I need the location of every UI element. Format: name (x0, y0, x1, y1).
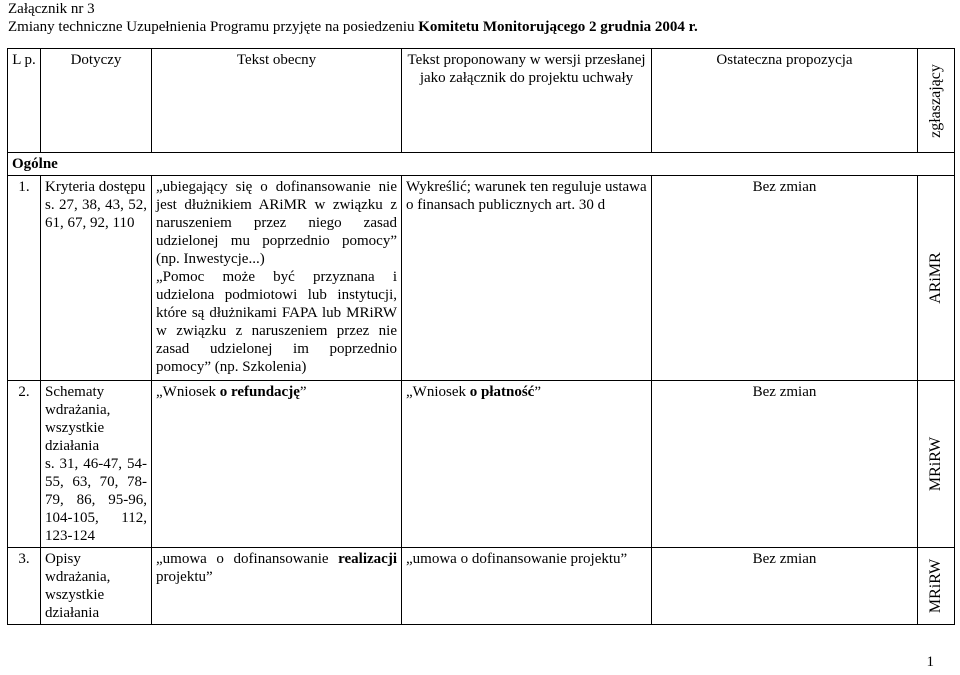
proponowany-bold-text: o płatność (469, 384, 535, 400)
table-row (8, 381, 955, 548)
proponowany-text: „Wniosek (406, 384, 470, 400)
col-header-zglaszajacy (918, 49, 955, 153)
obecny-bold-text: o refundację (219, 384, 300, 400)
zglaszajacy-value: ARiMR (927, 252, 944, 304)
obecny-text: „Wniosek (156, 384, 220, 400)
row-zglaszajacy (918, 381, 955, 548)
col-header-proponowany: Tekst proponowany w wersji przesłanej jako załącznik do projektu uchwały (402, 49, 652, 153)
row-zglaszajacy (918, 176, 955, 381)
row-dotyczy (41, 548, 152, 625)
col-header-lp: L p. (8, 49, 41, 153)
attachment-title: Załącznik nr 3 (8, 1, 95, 17)
section-row (8, 153, 955, 176)
row-dotyczy (41, 381, 152, 548)
table-row (8, 176, 955, 381)
table-row (8, 548, 955, 625)
zglaszajacy-label: zgłaszający (927, 63, 944, 138)
subtitle-bold-text: Komitetu Monitorującego 2 grudnia 2004 r. (418, 19, 698, 35)
dotyczy-pages: s. 27, 38, 43, 52, 61, 67, 92, 110 (45, 197, 147, 231)
obecny-bold-text: realizacji (338, 551, 397, 567)
table-header-row (8, 49, 955, 153)
row-proponowany (402, 381, 652, 548)
row-ostateczna: Bez zmian (652, 381, 918, 548)
zglaszajacy-value: MRiRW (927, 558, 944, 614)
row-proponowany: „umowa o dofinansowanie projektu” (402, 548, 652, 625)
row-number: 1. (8, 176, 41, 381)
obecny-suffix: projektu” (156, 569, 213, 585)
obecny-paragraph: „ubiegający się o dofinansowanie nie jest dłużnikiem ARiMR w związku z naruszeniem przez niego zasad udzielonej mu poprzednio pomocy” (np. Inwestycje...) (156, 179, 397, 267)
row-ostateczna: Bez zmian (652, 176, 918, 381)
proponowany-suffix: ” (534, 384, 541, 400)
subtitle-text: Zmiany techniczne Uzupełnienia Programu przyjęte na posiedzeniu (8, 19, 419, 35)
obecny-suffix: ” (299, 384, 307, 400)
row-number: 2. (8, 381, 41, 548)
row-obecny (152, 176, 402, 381)
dotyczy-title: Opisy wdrażania, wszystkie działania (45, 551, 111, 621)
row-proponowany: Wykreślić; warunek ten reguluje ustawa o finansach publicznych art. 30 d (402, 176, 652, 381)
row-number: 3. (8, 548, 41, 625)
zglaszajacy-value: MRiRW (927, 436, 944, 492)
row-ostateczna: Bez zmian (652, 548, 918, 625)
row-dotyczy (41, 176, 152, 381)
obecny-text: „umowa o dofinansowanie (156, 551, 339, 567)
col-header-dotyczy: Dotyczy (41, 49, 152, 153)
row-zglaszajacy (918, 548, 955, 625)
document-subtitle (8, 18, 698, 36)
dotyczy-pages: s. 31, 46-47, 54-55, 63, 70, 78-79, 86, 95-96, 104-105, 112, 123-124 (45, 456, 147, 544)
obecny-paragraph: „Pomoc może być przyznana i udzielona podmiotowi lub instytucji, które są dłużnikami FAPA lub MRiRW w związku z naruszeniem przez nie zasad udzielonej im poprzednio pomocy” (np. Szkolenia) (156, 269, 397, 375)
section-title: Ogólne (8, 153, 955, 176)
dotyczy-title: Kryteria dostępu (45, 179, 146, 195)
row-obecny (152, 381, 402, 548)
col-header-obecny: Tekst obecny (152, 49, 402, 153)
document-header (8, 0, 698, 36)
col-header-ostateczna: Ostateczna propozycja (652, 49, 918, 153)
dotyczy-title: Schematy wdrażania, wszystkie działania (45, 384, 111, 454)
changes-table (7, 48, 955, 625)
page-number: 1 (926, 654, 934, 670)
row-obecny (152, 548, 402, 625)
